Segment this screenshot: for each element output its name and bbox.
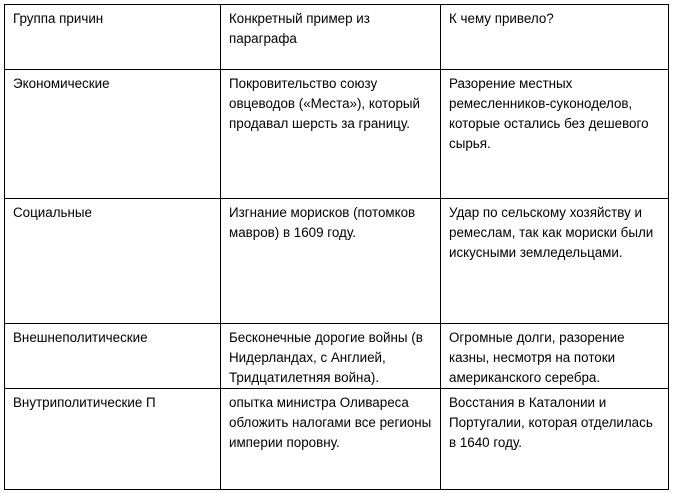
- cell-group: Социальные: [5, 199, 221, 324]
- cell-example: Бесконечные дорогие войны (в Нидерландах, с Англией, Тридцатилетняя война).: [221, 324, 441, 389]
- cell-example: Покровительство союзу овцеводов («Места»), который продавал шерсть за границу.: [221, 70, 441, 199]
- cell-result: Огромные долги, разорение казны, несмотря на потоки американского серебра.: [441, 324, 669, 389]
- cell-example: опытка министра Оливареса обложить налогами все регионы империи поровну.: [221, 389, 441, 490]
- header-cell-result: К чему привело?: [441, 5, 669, 70]
- cell-group: Экономические: [5, 70, 221, 199]
- cell-result: Удар по сельскому хозяйству и ремеслам, так как мориски были искусными земледельцами.: [441, 199, 669, 324]
- header-cell-example: Конкретный пример из параграфа: [221, 5, 441, 70]
- table-row: [5, 389, 669, 490]
- cell-result: Восстания в Каталонии и Португалии, которая отделилась в 1640 году.: [441, 389, 669, 490]
- table-row: [5, 70, 669, 199]
- causes-table: [4, 4, 669, 490]
- header-row: [5, 5, 669, 70]
- header-cell-group: Группа причин: [5, 5, 221, 70]
- table-row: [5, 199, 669, 324]
- cell-example: Изгнание морисков (потомков мавров) в 1609 году.: [221, 199, 441, 324]
- table-row: [5, 324, 669, 389]
- cell-group: Внутриполитические П: [5, 389, 221, 490]
- cell-group: Внешнеполитические: [5, 324, 221, 389]
- cell-result: Разорение местных ремесленников-суконоделов, которые остались без дешевого сырья.: [441, 70, 669, 199]
